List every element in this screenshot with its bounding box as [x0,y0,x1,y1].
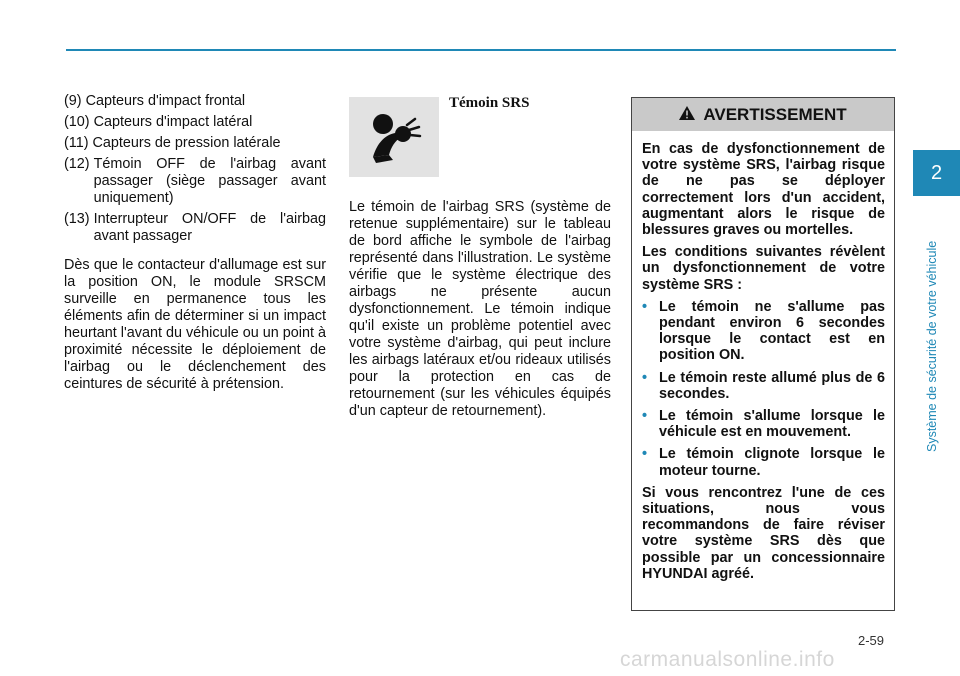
watermark: carmanualsonline.info [620,648,835,671]
warning-body [632,131,894,582]
warning-header [632,98,894,131]
left-column [64,93,326,393]
warning-bullet: • Le témoin ne s'allume pas pendant environ 6 secondes lorsque le contact est en position ON. [642,298,885,364]
header-rule [66,49,896,51]
bullet-icon: • [642,446,648,463]
bullet-icon: • [642,369,648,386]
chapter-tab: 2 [913,150,960,196]
list-item: (10) Capteurs d'impact latéral [64,114,253,130]
list-item: (11) Capteurs de pression latérale [64,135,281,151]
warning-paragraph: Les conditions suivantes révèlent un dysfonctionnement de votre système SRS : [642,244,885,293]
bullet-icon: • [642,298,648,315]
srs-paragraph: Le témoin de l'airbag SRS (système de retenue supplémentaire) sur le tableau de bord affiche le symbole de l'airbag représenté dans l'illustration. Le système vérifie que le système électrique des airbags ne présente aucun dysfonctionnement. Le témoin indique qu'il existe un problème potentiel avec votre système d'airbag, qui peut inclure les airbags latéraux et/ou rideaux utilisés pour la protection en cas de retournement (sur les véhicules équipés d'un capteur de retournement). [349,199,611,419]
warning-paragraph: En cas de dysfonctionnement de votre système SRS, l'airbag risque de ne pas se déployer correctement lors d'un accident, augmentant alors le risque de blessures graves ou mortelles. [642,141,885,239]
warning-bullet: • Le témoin clignote lorsque le moteur tourne. [642,446,885,479]
list-item: (13) Interrupteur ON/OFF de l'airbag avant passager [64,211,326,244]
airbag-icon-box [349,97,439,177]
intro-paragraph: Dès que le contacteur d'allumage est sur la position ON, le module SRSCM surveille en permanence tous les éléments afin de déterminer si un impact heurtant l'avant du véhicule ou un point à proximité nécessite le déploiement de l'airbag ou le déclenchement des ceintures de sécurité à prétension. [64,257,326,392]
warning-bullet: • Le témoin s'allume lorsque le véhicule est en mouvement. [642,408,885,441]
bullet-icon: • [642,408,648,425]
warning-triangle-icon [679,105,695,125]
list-item: (12) Témoin OFF de l'airbag avant passager (siège passager avant uniquement) [64,156,326,206]
warning-paragraph: Si vous rencontrez l'une de ces situations, nous vous recommandons de faire réviser votre système SRS dès que possible par un concessionnaire HYUNDAI agréé. [642,484,885,582]
warning-title: AVERTISSEMENT [703,104,847,124]
list-item: (9) Capteurs d'impact frontal [64,93,246,109]
chapter-title: Système de sécurité de votre véhicule [925,240,939,452]
warning-box [631,97,895,611]
page-number: 2-59 [858,633,885,648]
airbag-warning-icon [349,97,439,177]
warning-bullet: • Le témoin reste allumé plus de 6 secondes. [642,369,885,402]
section-title: Témoin SRS [449,95,530,111]
